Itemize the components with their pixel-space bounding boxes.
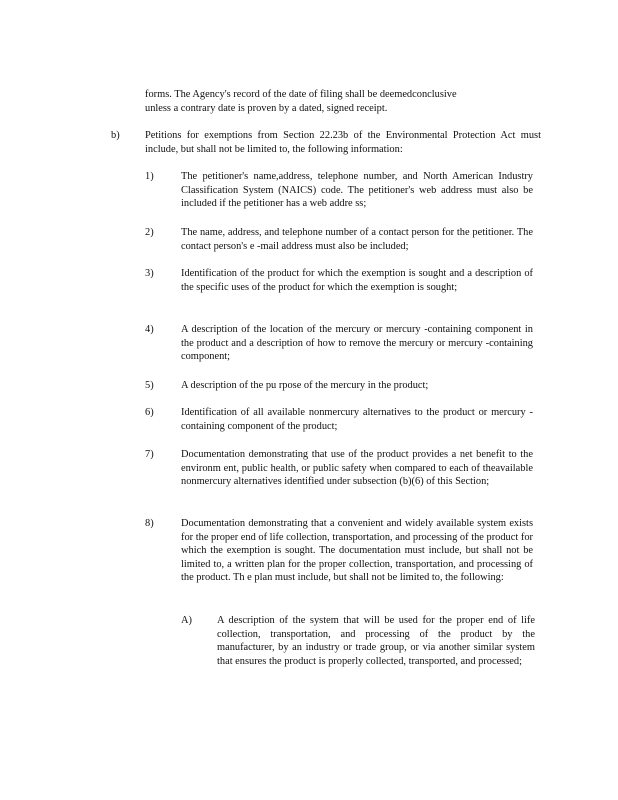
item-3-marker: 3) <box>145 268 154 279</box>
section-b-marker: b) <box>111 130 120 141</box>
item-7-marker: 7) <box>145 449 154 460</box>
item-5-marker: 5) <box>145 380 154 391</box>
item-2-marker: 2) <box>145 227 154 238</box>
item-8-text: Documentation demonstrating that a convenient and widely available system exists for the proper end of life collection, transportation, and processing of the product for which the exemption is sought. The documentation must include, but shall not be limited to, a written plan for the proper collection, transportation, and processing of the product. Th e plan must include, but shall not be limited to, the following: <box>181 518 533 584</box>
item-5-text: A description of the pu rpose of the mercury in the product; <box>181 380 429 391</box>
item-7-text: Documentation demonstrating that use of the product provides a net benefit to the environm ent, public health, or public safety when compared to each of theavailable nonmercury alternatives identified under subsection (b)(6) of this Section; <box>181 449 533 488</box>
item-4-marker: 4) <box>145 324 154 335</box>
subitem-a-text: A description of the system that will be used for the proper end of life collection, transportation, and processing of the product by the manufacturer, by an industry or trade group, or via another similar system that ensures the product is properly collected, transported, and processed; <box>217 615 535 667</box>
item-1-text: The petitioner's name,address, telephone number, and North American Industry Classification System (NAICS) code. The petitioner's web address must also be included if the petitioner has a web addre ss; <box>181 171 533 210</box>
item-6-text: Identification of all available nonmercury alternatives to the product or mercury -containing component of the product; <box>181 407 533 432</box>
item-3-text: Identification of the product for which the exemption is sought and a description of the specific uses of the product for which the exemption is sought; <box>181 268 533 293</box>
item-8-marker: 8) <box>145 518 154 529</box>
item-1-marker: 1) <box>145 171 154 182</box>
item-6-marker: 6) <box>145 407 154 418</box>
item-2-text: The name, address, and telephone number of a contact person for the petitioner. The contact person's e -mail address must also be included; <box>181 227 533 252</box>
section-b-text: Petitions for exemptions from Section 22.23b of the Environmental Protection Act must include, but shall not be limited to, the following information: <box>145 130 541 155</box>
subitem-a-marker: A) <box>181 615 192 626</box>
intro-line-2: unless a contrary date is proven by a dated, signed receipt. <box>145 103 388 114</box>
intro-line-1: forms. The Agency's record of the date of filing shall be deemedconclusive <box>145 89 457 100</box>
item-4-text: A description of the location of the mercury or mercury -containing component in the product and a description of how to remove the mercury or mercury -containing component; <box>181 324 533 363</box>
